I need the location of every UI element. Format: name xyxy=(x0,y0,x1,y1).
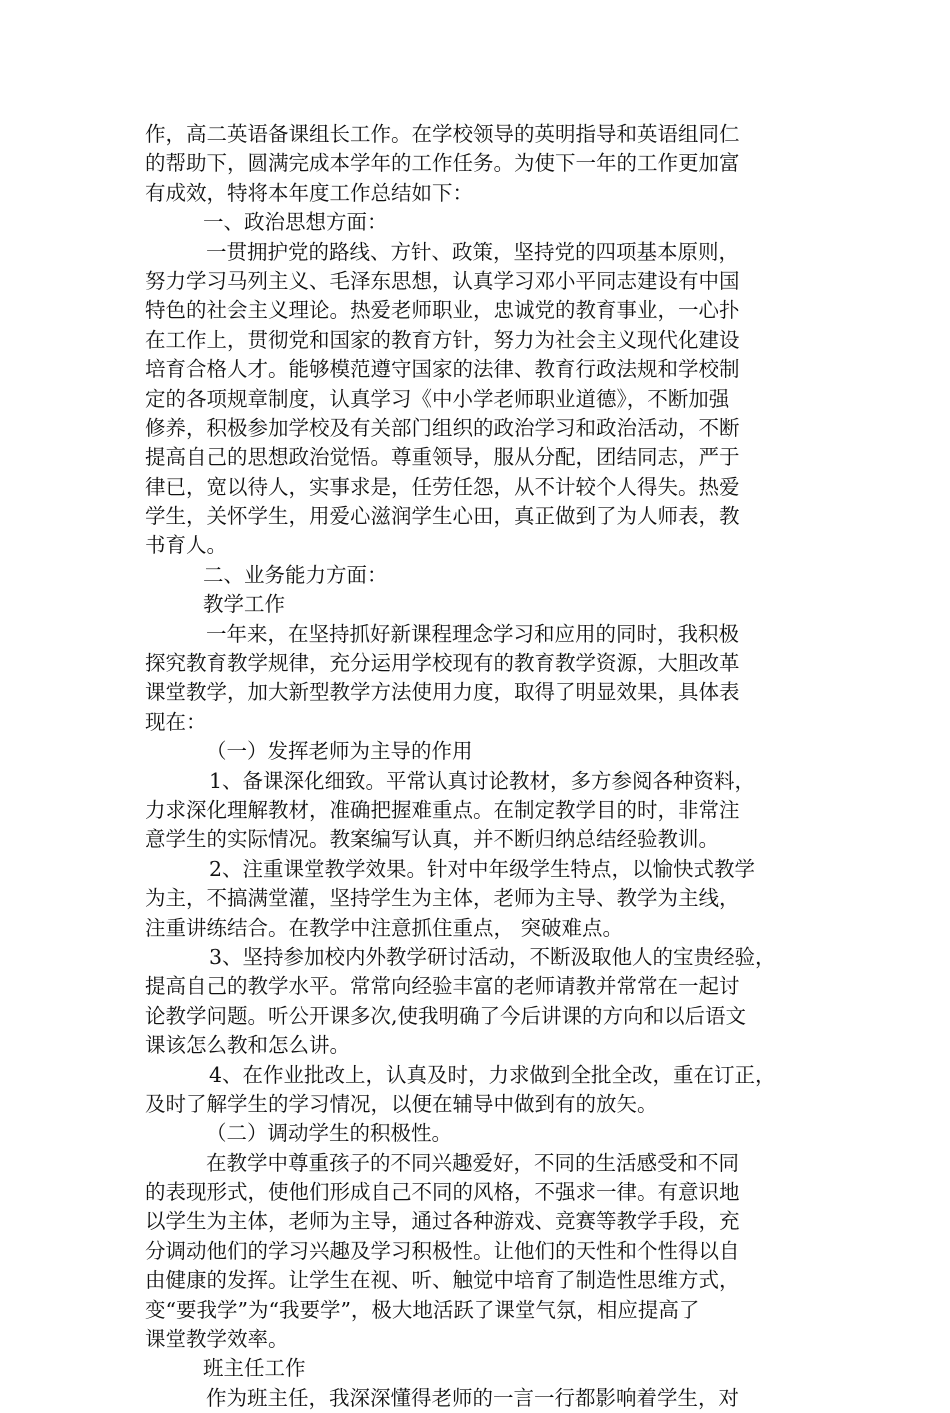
text-line: 现在： xyxy=(145,709,207,734)
text-line: 以学生为主体，老师为主导，通过各种游戏、竞赛等教学手段，充 xyxy=(145,1209,740,1234)
text-line: 为主，不搞满堂灌，坚持学生为主体，老师为主导、教学为主线， xyxy=(145,886,740,911)
text-line: 意学生的实际情况。教案编写认真，并不断归纳总结经验教训。 xyxy=(145,827,719,852)
text-line: 课该怎么教和怎么讲。 xyxy=(145,1033,350,1058)
text-line: 由健康的发挥。让学生在视、听、触觉中培育了制造性思维方式， xyxy=(145,1268,740,1293)
text-line: 1、备课深化细致。平常认真讨论教材，多方参阅各种资料， xyxy=(209,768,756,793)
text-line: 课堂教学效率。 xyxy=(145,1327,289,1352)
text-line: 一贯拥护党的路线、方针、政策，坚持党的四项基本原则， xyxy=(206,239,739,264)
text-line: 有成效，特将本年度工作总结如下： xyxy=(145,180,473,205)
text-line: 学生，关怀学生，用爱心滋润学生心田，真正做到了为人师表，教 xyxy=(145,504,740,529)
text-line: （一）发挥老师为主导的作用 xyxy=(206,739,473,764)
text-line: 努力学习马列主义、毛泽东思想，认真学习邓小平同志建设有中国 xyxy=(145,268,740,293)
text-line: 书育人。 xyxy=(145,533,227,558)
text-line: 定的各项规章制度，认真学习《中小学老师职业道德》，不断加强 xyxy=(145,386,730,411)
text-line: 2、注重课堂教学效果。针对中年级学生特点，以愉快式教学 xyxy=(209,856,756,881)
text-line: 一、政治思想方面： xyxy=(203,210,388,235)
text-line: 论教学问题。听公开课多次,使我明确了今后讲课的方向和以后语文 xyxy=(145,1003,747,1028)
text-line: 变“要我学”为“我要学”，极大地活跃了课堂气氛，相应提高了 xyxy=(145,1297,700,1322)
text-line: （二）调动学生的积极性。 xyxy=(206,1121,452,1146)
text-line: 特色的社会主义理论。热爱老师职业，忠诚党的教育事业，一心扑 xyxy=(145,298,740,323)
text-line: 分调动他们的学习兴趣及学习积极性。让他们的天性和个性得以自 xyxy=(145,1238,740,1263)
text-line: 提高自己的教学水平。常常向经验丰富的老师请教并常常在一起讨 xyxy=(145,974,740,999)
text-line: 课堂教学，加大新型教学方法使用力度，取得了明显效果，具体表 xyxy=(145,680,740,705)
text-line: 的帮助下，圆满完成本学年的工作任务。为使下一年的工作更加富 xyxy=(145,151,740,176)
text-line: 及时了解学生的学习情况，以便在辅导中做到有的放矢。 xyxy=(145,1091,658,1116)
text-line: 探究教育教学规律，充分运用学校现有的教育教学资源，大胆改革 xyxy=(145,651,740,676)
text-line: 提高自己的思想政治觉悟。尊重领导，服从分配，团结同志，严于 xyxy=(145,445,740,470)
text-line: 作，高二英语备课组长工作。在学校领导的英明指导和英语组同仁 xyxy=(145,122,740,146)
document-body xyxy=(145,120,805,1413)
text-line: 培育合格人才。能够模范遵守国家的法律、教育行政法规和学校制 xyxy=(145,357,740,382)
text-line: 二、业务能力方面： xyxy=(203,562,388,587)
text-line: 一年来，在坚持抓好新课程理念学习和应用的同时，我积极 xyxy=(206,621,739,646)
text-line: 的表现形式，使他们形成自己不同的风格，不强求一律。有意识地 xyxy=(145,1180,740,1205)
text-line: 班主任工作 xyxy=(203,1356,306,1381)
text-line: 在教学中尊重孩子的不同兴趣爱好，不同的生活感受和不同 xyxy=(206,1150,739,1175)
text-line: 4、在作业批改上，认真及时，力求做到全批全改，重在订正， xyxy=(209,1062,776,1087)
text-line: 在工作上，贯彻党和国家的教育方针，努力为社会主义现代化建设 xyxy=(145,327,740,352)
text-line: 律已，宽以待人，实事求是，任劳任怨，从不计较个人得失。热爱 xyxy=(145,474,740,499)
text-line: 力求深化理解教材，准确把握难重点。在制定教学目的时，非常注 xyxy=(145,797,740,822)
text-line: 3、坚持参加校内外教学研讨活动，不断汲取他人的宝贵经验， xyxy=(209,944,776,969)
text-line: 注重讲练结合。在教学中注意抓住重点， 突破难点。 xyxy=(145,915,624,940)
text-line: 修养，积极参加学校及有关部门组织的政治学习和政治活动，不断 xyxy=(145,415,740,440)
text-line: 作为班主任，我深深懂得老师的一言一行都影响着学生，对 xyxy=(206,1385,739,1410)
text-line: 教学工作 xyxy=(203,592,285,617)
